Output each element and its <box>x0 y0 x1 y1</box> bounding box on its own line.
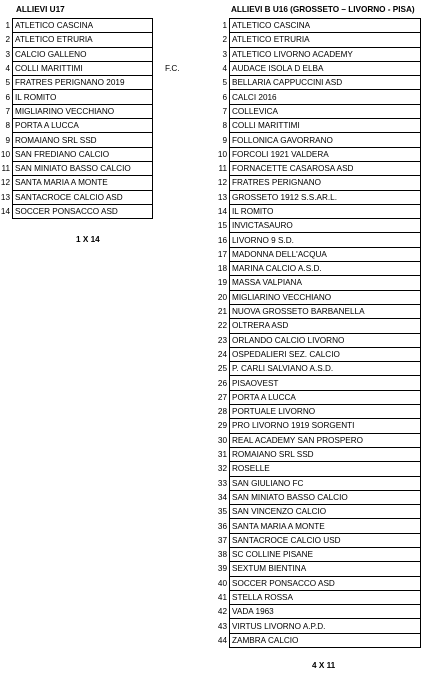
team-name-cell[interactable]: LIVORNO 9 S.D. <box>230 233 421 247</box>
team-name-cell[interactable]: ATLETICO CASCINA <box>13 19 153 33</box>
team-name-cell[interactable]: SAN MINIATO BASSO CALCIO <box>13 161 153 175</box>
table-row <box>210 347 421 361</box>
row-number: 24 <box>217 349 227 359</box>
row-number: 38 <box>217 550 227 560</box>
table-row <box>210 419 421 433</box>
team-name-cell[interactable]: SOCCER PONSACCO ASD <box>230 576 421 590</box>
table-row <box>210 505 421 519</box>
team-name-cell[interactable]: FORCOLI 1921 VALDERA <box>230 147 421 161</box>
row-number: 1 <box>5 21 10 31</box>
table-row <box>210 90 421 104</box>
team-name-cell[interactable]: STELLA ROSSA <box>230 590 421 604</box>
table-row <box>210 405 421 419</box>
row-number: 4 <box>222 64 227 74</box>
table-row <box>0 33 153 47</box>
team-name-cell[interactable]: SAN GIULIANO FC <box>230 476 421 490</box>
table-row <box>0 104 153 118</box>
left-team-table <box>0 18 153 219</box>
table-row <box>0 90 153 104</box>
table-row <box>0 19 153 33</box>
row-number: 3 <box>5 49 10 59</box>
team-name-cell[interactable]: MADONNA DELL'ACQUA <box>230 247 421 261</box>
table-row <box>0 176 153 190</box>
right-summary: 4 X 11 <box>312 661 336 670</box>
team-name-cell[interactable]: SAN FREDIANO CALCIO <box>13 147 153 161</box>
team-name-cell[interactable]: PORTA A LUCCA <box>13 119 153 133</box>
table-row <box>210 276 421 290</box>
table-row <box>0 47 153 61</box>
team-name-cell[interactable]: ATLETICO LIVORNO ACADEMY <box>230 47 421 61</box>
row-number: 42 <box>217 607 227 617</box>
table-row <box>210 33 421 47</box>
table-row <box>210 576 421 590</box>
row-number: 19 <box>217 278 227 288</box>
table-row <box>210 476 421 490</box>
table-row <box>210 204 421 218</box>
team-name-cell[interactable]: IL ROMITO <box>230 204 421 218</box>
table-row <box>210 433 421 447</box>
team-name-cell[interactable]: MIGLIARINO VECCHIANO <box>13 104 153 118</box>
row-number: 43 <box>217 621 227 631</box>
row-number: 16 <box>217 235 227 245</box>
table-row <box>0 61 153 75</box>
row-number: 36 <box>217 521 227 531</box>
row-number: 3 <box>222 49 227 59</box>
team-name-cell[interactable]: CALCI 2016 <box>230 90 421 104</box>
team-name-cell[interactable]: VADA 1963 <box>230 605 421 619</box>
table-row <box>0 133 153 147</box>
row-number: 18 <box>217 264 227 274</box>
table-row <box>210 490 421 504</box>
team-name-cell[interactable]: ATLETICO ETRURIA <box>13 33 153 47</box>
row-number: 35 <box>217 507 227 517</box>
table-row <box>210 333 421 347</box>
row-number: 13 <box>217 192 227 202</box>
team-name-cell[interactable]: SANTACROCE CALCIO ASD <box>13 190 153 204</box>
team-name-cell[interactable]: NUOVA GROSSETO BARBANELLA <box>230 304 421 318</box>
left-team-rows <box>0 19 153 219</box>
table-row <box>210 161 421 175</box>
table-row <box>210 47 421 61</box>
team-name-cell[interactable]: PISAOVEST <box>230 376 421 390</box>
team-name-cell[interactable]: FORNACETTE CASAROSA ASD <box>230 161 421 175</box>
team-name-cell[interactable]: ROSELLE <box>230 462 421 476</box>
team-name-cell[interactable]: INVICTASAURO <box>230 219 421 233</box>
row-number: 12 <box>0 178 10 188</box>
table-row <box>210 304 421 318</box>
row-number: 11 <box>1 164 10 174</box>
row-number: 5 <box>222 78 227 88</box>
table-row <box>0 147 153 161</box>
team-name-cell[interactable]: SAN VINCENZO CALCIO <box>230 505 421 519</box>
team-name-cell[interactable]: COLLI MARITTIMI <box>13 61 153 75</box>
table-row <box>210 447 421 461</box>
team-name-cell[interactable]: ORLANDO CALCIO LIVORNO <box>230 333 421 347</box>
table-row <box>210 390 421 404</box>
row-number: 14 <box>217 207 227 216</box>
row-number: 28 <box>217 407 227 417</box>
team-name-cell[interactable]: OSPEDALIERI SEZ. CALCIO <box>230 347 421 361</box>
team-name-cell[interactable]: SANTA MARIA A MONTE <box>13 176 153 190</box>
table-row <box>210 376 421 390</box>
row-number: 13 <box>0 192 10 202</box>
table-row <box>210 633 421 647</box>
row-number: 25 <box>217 364 227 374</box>
table-row <box>210 219 421 233</box>
team-name-cell[interactable]: MASSA VALPIANA <box>230 276 421 290</box>
table-row <box>210 19 421 33</box>
row-number: 23 <box>217 335 227 345</box>
table-row <box>210 61 421 75</box>
table-row <box>210 605 421 619</box>
team-name-cell[interactable]: PORTUALE LIVORNO <box>230 405 421 419</box>
team-name-cell[interactable]: GROSSETO 1912 S.S.AR.L. <box>230 190 421 204</box>
team-name-cell[interactable]: SAN MINIATO BASSO CALCIO <box>230 490 421 504</box>
table-row <box>210 119 421 133</box>
table-row <box>210 176 421 190</box>
table-row <box>210 147 421 161</box>
table-row <box>210 262 421 276</box>
table-row <box>210 290 421 304</box>
left-summary: 1 X 14 <box>76 235 100 244</box>
team-name-cell[interactable]: OLTRERA ASD <box>230 319 421 333</box>
team-name-cell[interactable]: COLLEVICA <box>230 104 421 118</box>
row-number: 34 <box>217 492 227 502</box>
table-row <box>210 233 421 247</box>
row-number: 6 <box>5 92 10 102</box>
table-row <box>210 190 421 204</box>
team-name-cell[interactable]: SOCCER PONSACCO ASD <box>13 204 153 218</box>
team-name-cell[interactable]: ROMAIANO SRL SSD <box>230 447 421 461</box>
team-name-cell[interactable]: MIGLIARINO VECCHIANO <box>230 290 421 304</box>
table-row <box>210 247 421 261</box>
team-name-cell[interactable]: ZAMBRA CALCIO <box>230 633 421 647</box>
row-number: 9 <box>5 135 10 145</box>
row-number: 33 <box>217 478 227 488</box>
row-number: 29 <box>217 421 227 431</box>
table-row <box>210 104 421 118</box>
team-name-cell[interactable]: CALCIO GALLENO <box>13 47 153 61</box>
team-name-cell[interactable]: COLLI MARITTIMI <box>230 119 421 133</box>
row-number: 10 <box>217 149 227 159</box>
team-name-cell[interactable]: ROMAIANO SRL SSD <box>13 133 153 147</box>
row-number: 12 <box>217 178 227 188</box>
row-number: 7 <box>5 106 10 116</box>
row-number: 5 <box>5 78 10 88</box>
row-number: 32 <box>217 464 227 474</box>
team-name-cell[interactable]: FRATRES PERIGNANO 2019 <box>13 76 153 90</box>
row-number: 22 <box>217 321 227 331</box>
team-name-cell[interactable]: SANTA MARIA A MONTE <box>230 519 421 533</box>
table-row <box>0 76 153 90</box>
table-row <box>210 619 421 633</box>
row-number: 31 <box>217 450 227 460</box>
team-name-cell[interactable]: REAL ACADEMY SAN PROSPERO <box>230 433 421 447</box>
table-row <box>0 204 153 218</box>
row-number: 17 <box>217 249 227 259</box>
row-number: 6 <box>222 92 227 102</box>
row-number: 27 <box>217 392 227 402</box>
row-number: 14 <box>0 207 10 216</box>
row-number: 7 <box>222 106 227 116</box>
team-name-cell[interactable]: BELLARIA CAPPUCCINI ASD <box>230 76 421 90</box>
team-name-cell[interactable]: IL ROMITO <box>13 90 153 104</box>
row-number: 2 <box>5 35 10 45</box>
row-number: 40 <box>217 578 227 588</box>
table-row <box>210 562 421 576</box>
team-name-cell[interactable]: MARINA CALCIO A.S.D. <box>230 262 421 276</box>
team-name-cell[interactable]: ATLETICO ETRURIA <box>230 33 421 47</box>
team-name-cell[interactable]: SC COLLINE PISANE <box>230 547 421 561</box>
left-group-title: ALLIEVI U17 <box>16 5 65 14</box>
row-number: 1 <box>222 21 227 31</box>
table-row <box>0 190 153 204</box>
row-number: 15 <box>217 221 227 231</box>
right-team-table <box>210 18 421 648</box>
table-row <box>210 133 421 147</box>
team-name-cell[interactable]: FRATRES PERIGNANO <box>230 176 421 190</box>
left-note: F.C. <box>165 64 180 73</box>
row-number: 39 <box>217 564 227 574</box>
row-number: 2 <box>222 35 227 45</box>
row-number: 26 <box>217 378 227 388</box>
team-name-cell[interactable]: AUDACE ISOLA D ELBA <box>230 61 421 75</box>
row-number: 4 <box>5 64 10 74</box>
team-name-cell[interactable]: PRO LIVORNO 1919 SORGENTI <box>230 419 421 433</box>
team-name-cell[interactable]: ATLETICO CASCINA <box>230 19 421 33</box>
right-group-title: ALLIEVI B U16 (GROSSETO – LIVORNO - PISA) <box>231 5 415 14</box>
table-row <box>210 462 421 476</box>
team-name-cell[interactable]: SEXTUM BIENTINA <box>230 562 421 576</box>
row-number: 20 <box>217 292 227 302</box>
row-number: 8 <box>222 121 227 131</box>
table-row <box>210 547 421 561</box>
table-row <box>210 76 421 90</box>
team-name-cell[interactable]: P. CARLI SALVIANO A.S.D. <box>230 362 421 376</box>
row-number: 37 <box>217 535 227 545</box>
team-name-cell[interactable]: FOLLONICA GAVORRANO <box>230 133 421 147</box>
table-row <box>0 161 153 175</box>
row-number: 8 <box>5 121 10 131</box>
team-name-cell[interactable]: PORTA A LUCCA <box>230 390 421 404</box>
table-row <box>210 319 421 333</box>
row-number: 30 <box>217 435 227 445</box>
row-number: 21 <box>217 307 227 317</box>
table-row <box>0 119 153 133</box>
table-row <box>210 533 421 547</box>
right-team-rows <box>210 19 421 648</box>
table-row <box>210 362 421 376</box>
row-number: 44 <box>217 635 227 645</box>
team-name-cell[interactable]: SANTACROCE CALCIO USD <box>230 533 421 547</box>
table-row <box>210 519 421 533</box>
team-name-cell[interactable]: VIRTUS LIVORNO A.P.D. <box>230 619 421 633</box>
row-number: 11 <box>218 164 227 174</box>
row-number: 10 <box>0 149 10 159</box>
row-number: 41 <box>217 593 227 603</box>
table-row <box>210 590 421 604</box>
row-number: 9 <box>222 135 227 145</box>
